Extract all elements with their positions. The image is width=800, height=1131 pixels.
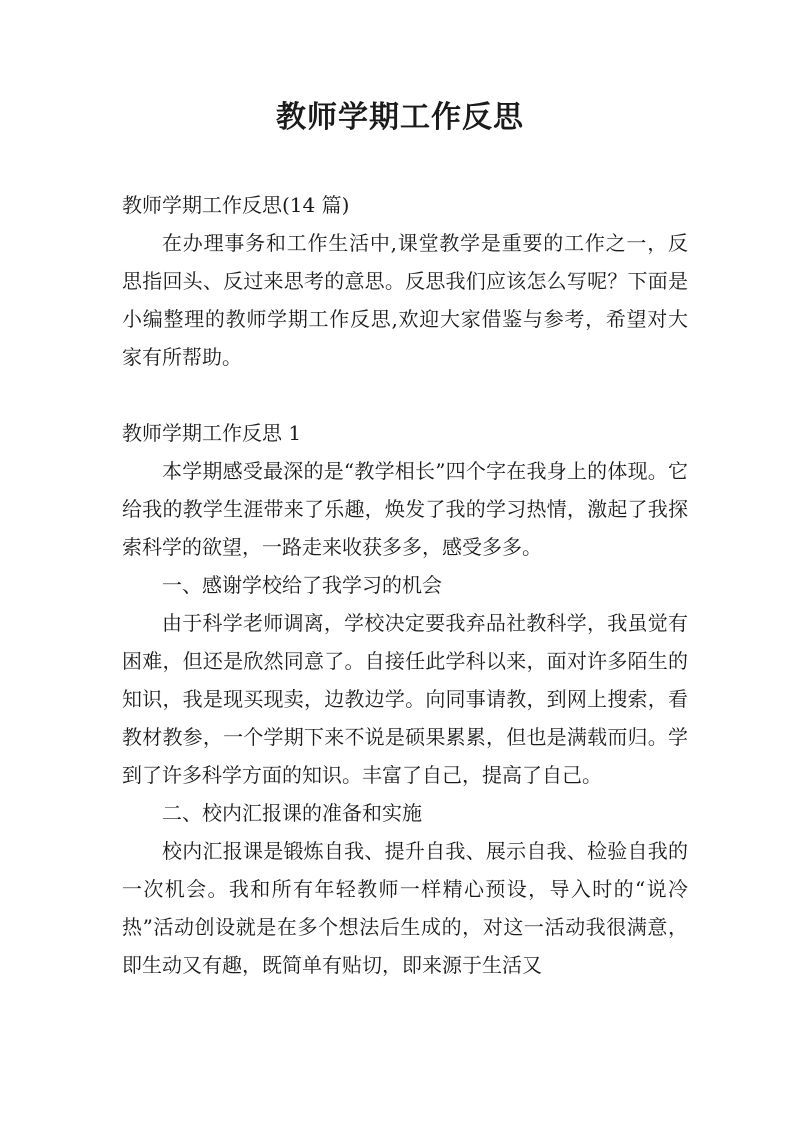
document-body <box>122 186 688 984</box>
subheading: 二、校内汇报课的准备和实施 <box>162 801 422 825</box>
body-paragraph: 本学期感受最深的是“教学相长”四个字在我身上的体现。它给我的教学生涯带来了乐趣，焕发了我的学习热情，激起了我探索科学的欲望，一路走来收获多多，感受多多。 <box>122 459 688 559</box>
intro-paragraph: 在办理事务和工作生活中,课堂教学是重要的工作之一，反思指回头、反过来思考的意思。反思我们应该怎么写呢？下面是小编整理的教师学期工作反思,欢迎大家借鉴与参考，希望对大家有所帮助。 <box>122 231 688 369</box>
section-heading: 教师学期工作反思 1 <box>122 421 302 445</box>
body-paragraph: 由于科学老师调离，学校决定要我弃品社教科学，我虽觉有困难，但还是欣然同意了。自接任此学科以来，面对许多陌生的知识，我是现买现卖，边教边学。向同事请教，到网上搜索，看教材教参，一个学期下来不说是硕果累累，但也是满载而归。学到了许多科学方面的知识。丰富了自己，提高了自己。 <box>122 611 688 787</box>
body-paragraph: 校内汇报课是锻炼自我、提升自我、展示自我、检验自我的一次机会。我和所有年轻教师一样精心预设，导入时的“说冷热”活动创设就是在多个想法后生成的，对这一活动我很满意，即生动又有趣，既简单有贴切，即来源于生活又 <box>122 839 688 977</box>
section-spacer <box>122 376 688 414</box>
intro-heading: 教师学期工作反思(14 篇) <box>122 193 350 217</box>
document-title: 教师学期工作反思 <box>276 100 524 135</box>
subheading: 一、感谢学校给了我学习的机会 <box>162 573 442 597</box>
